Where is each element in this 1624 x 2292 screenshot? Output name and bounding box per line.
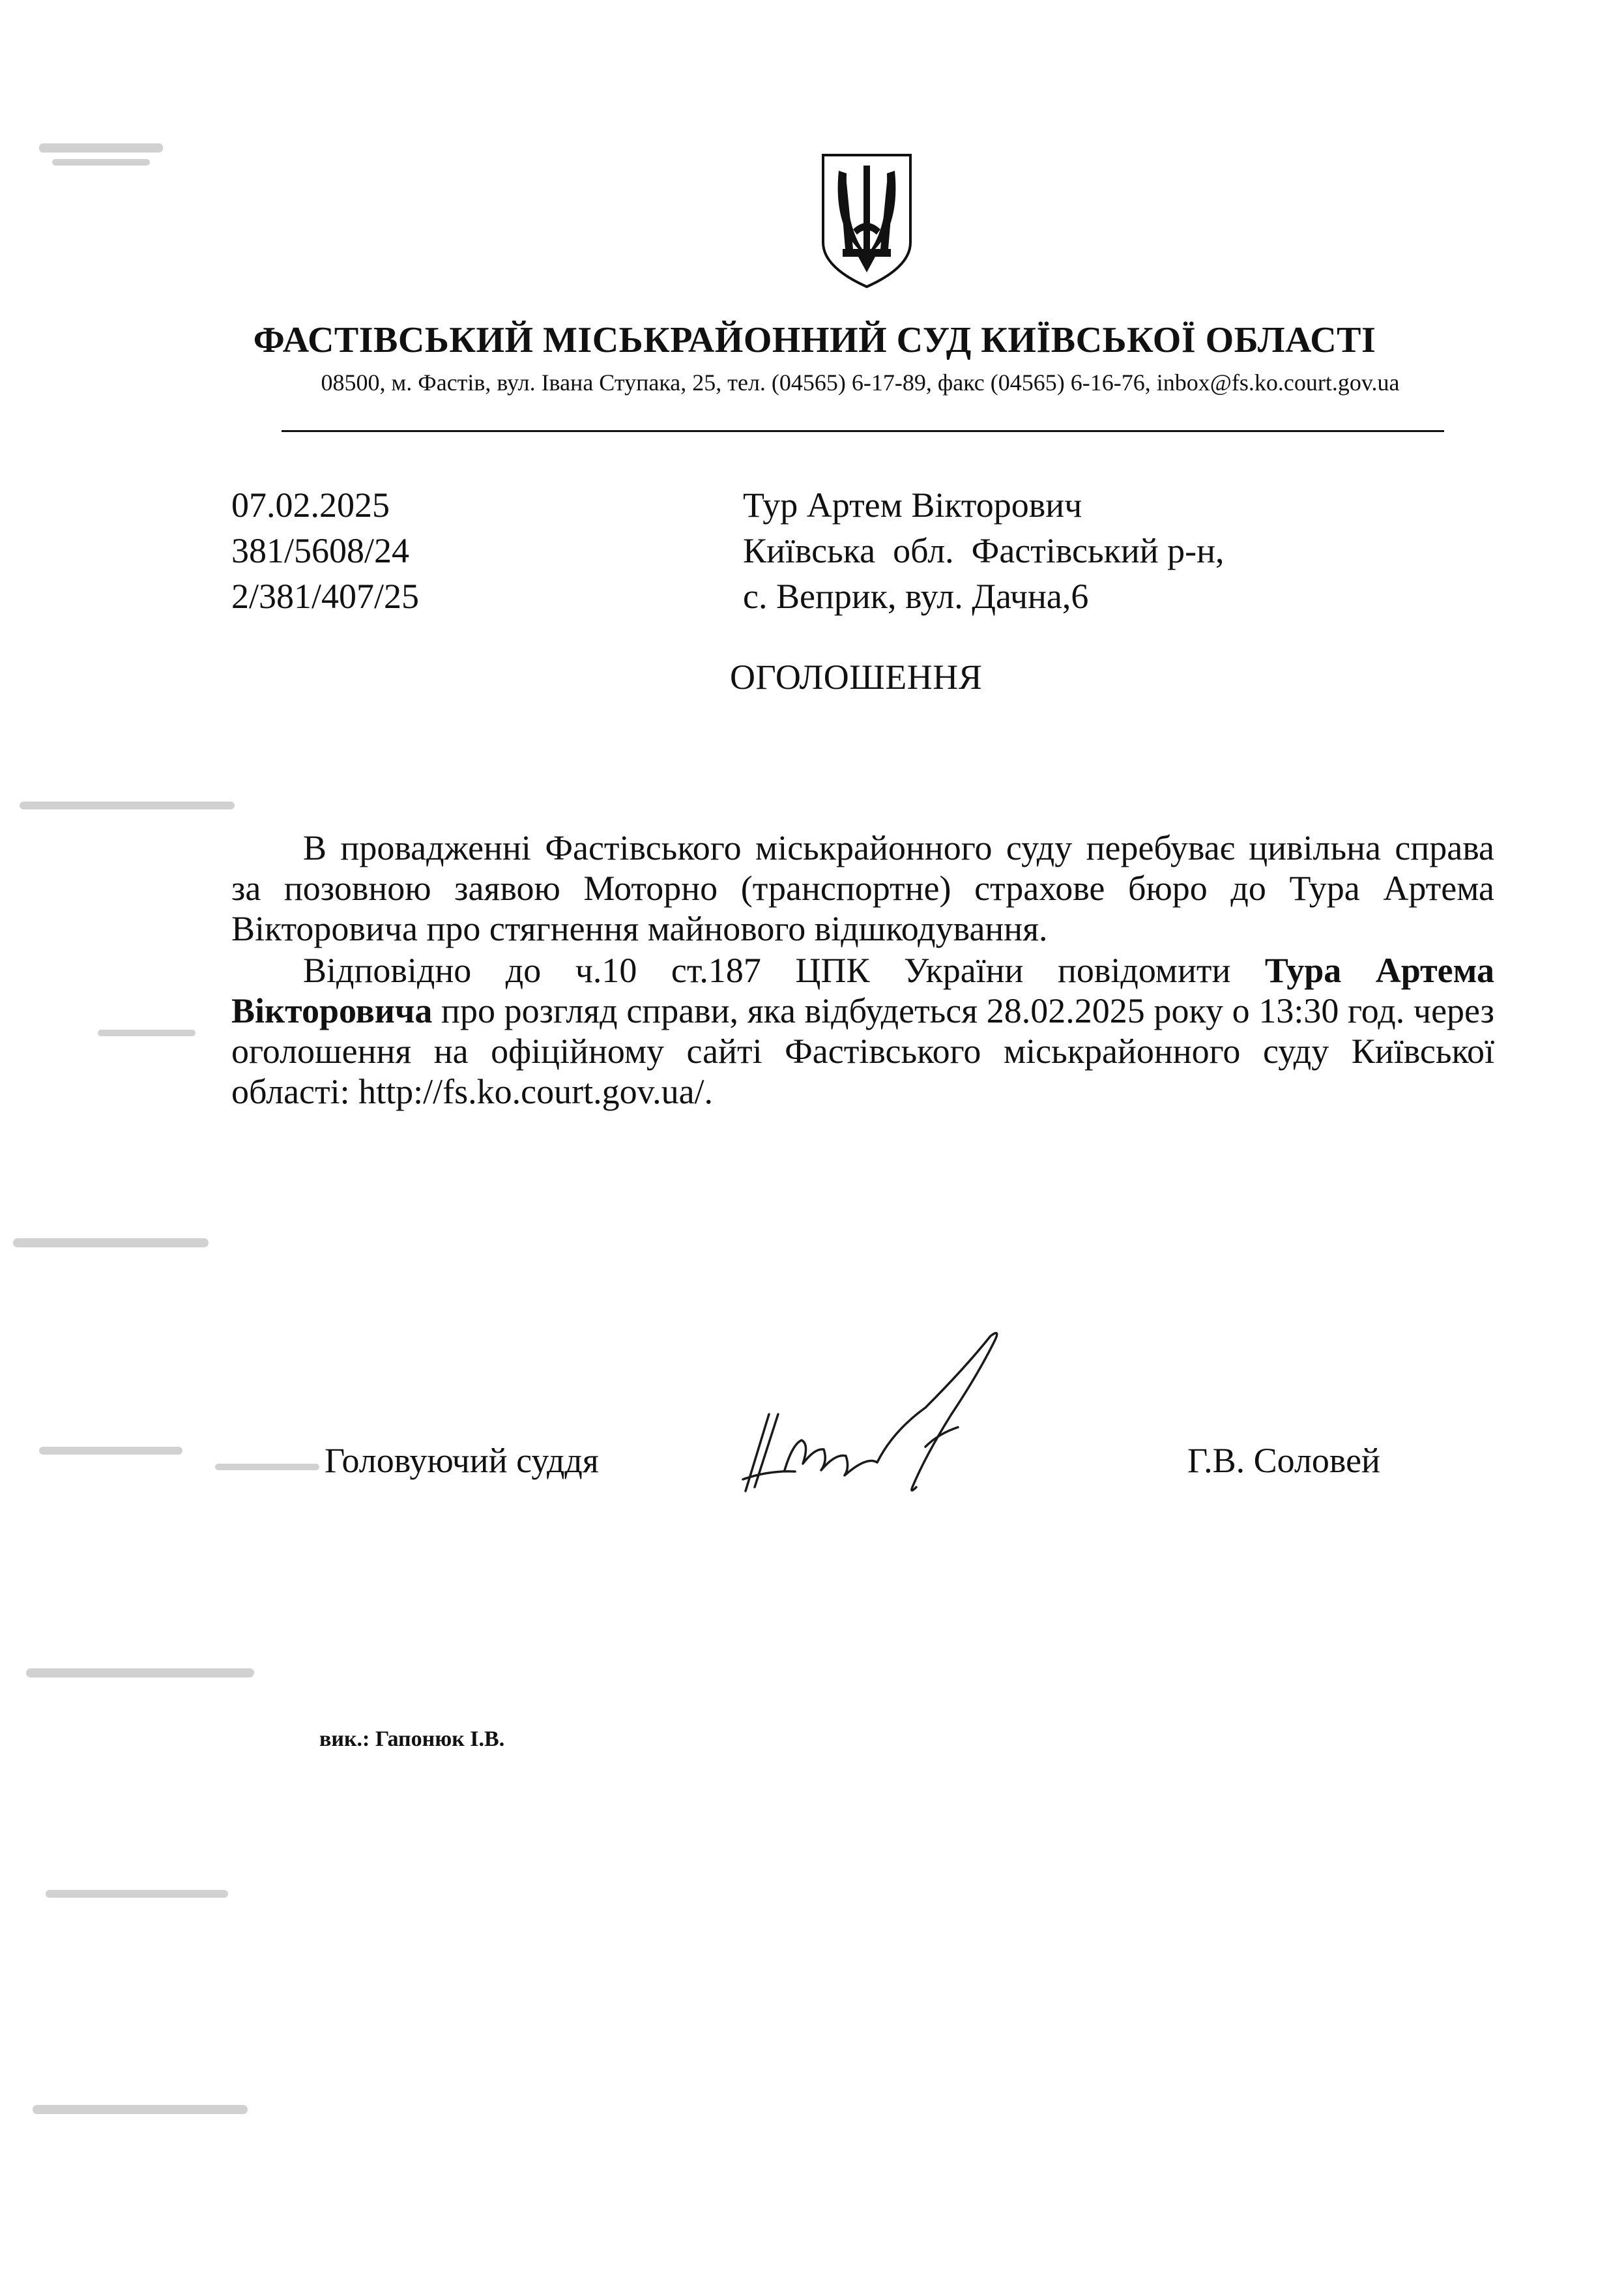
header-divider	[282, 430, 1444, 432]
document-title: ОГОЛОШЕННЯ	[730, 658, 983, 697]
handwritten-signature-icon	[730, 1316, 1069, 1512]
defendant-name-bold: Тура Артема Вікторовича	[231, 951, 1494, 1030]
body-paragraph-2-end: про розгляд справи, яка відбудеться 28.02.2025 року о 13:30 год. через оголошення на офіційному сайті Фастівського міськрайонного суду Київської області: http://fs.ko.court.gov.ua/.	[231, 991, 1494, 1111]
proceeding-number: 2/381/407/25	[231, 577, 420, 616]
case-number: 381/5608/24	[231, 531, 410, 570]
judge-name: Г.В. Соловей	[1187, 1441, 1380, 1480]
recipient-block	[743, 482, 1225, 619]
trident-coat-of-arms-icon	[819, 151, 914, 291]
body-paragraph-1: В провадженні Фастівського міськрайонного суду перебуває цивільна справа за позовною заявою Моторно (транспортне) страхове бюро до Тура Артема Вікторовича про стягнення майнового відшкодування.	[231, 828, 1494, 948]
document-references	[231, 482, 419, 619]
body-paragraph-2	[231, 950, 1494, 1112]
executor-note: вик.: Гапонюк І.В.	[319, 1727, 505, 1751]
document-date: 07.02.2025	[231, 486, 390, 525]
notice-body	[231, 828, 1494, 1113]
court-contacts: 08500, м. Фастів, вул. Івана Ступака, 25, тел. (04565) 6-17-89, факс (04565) 6-16-76, inbox@fs.ko.court.gov.ua	[321, 370, 1400, 396]
recipient-name: Тур Артем Вікторович	[743, 486, 1082, 525]
judge-title: Головуючий суддя	[325, 1441, 599, 1480]
recipient-address-line2: с. Веприк, вул. Дачна,6	[743, 577, 1089, 616]
recipient-address-line1: Київська обл. Фастівський р-н,	[743, 531, 1225, 570]
court-name: ФАСТІВСЬКИЙ МІСЬКРАЙОННИЙ СУД КИЇВСЬКОЇ ОБЛАСТІ	[253, 320, 1376, 360]
body-paragraph-2-start: Відповідно до ч.10 ст.187 ЦПК України повідомити	[303, 951, 1265, 990]
